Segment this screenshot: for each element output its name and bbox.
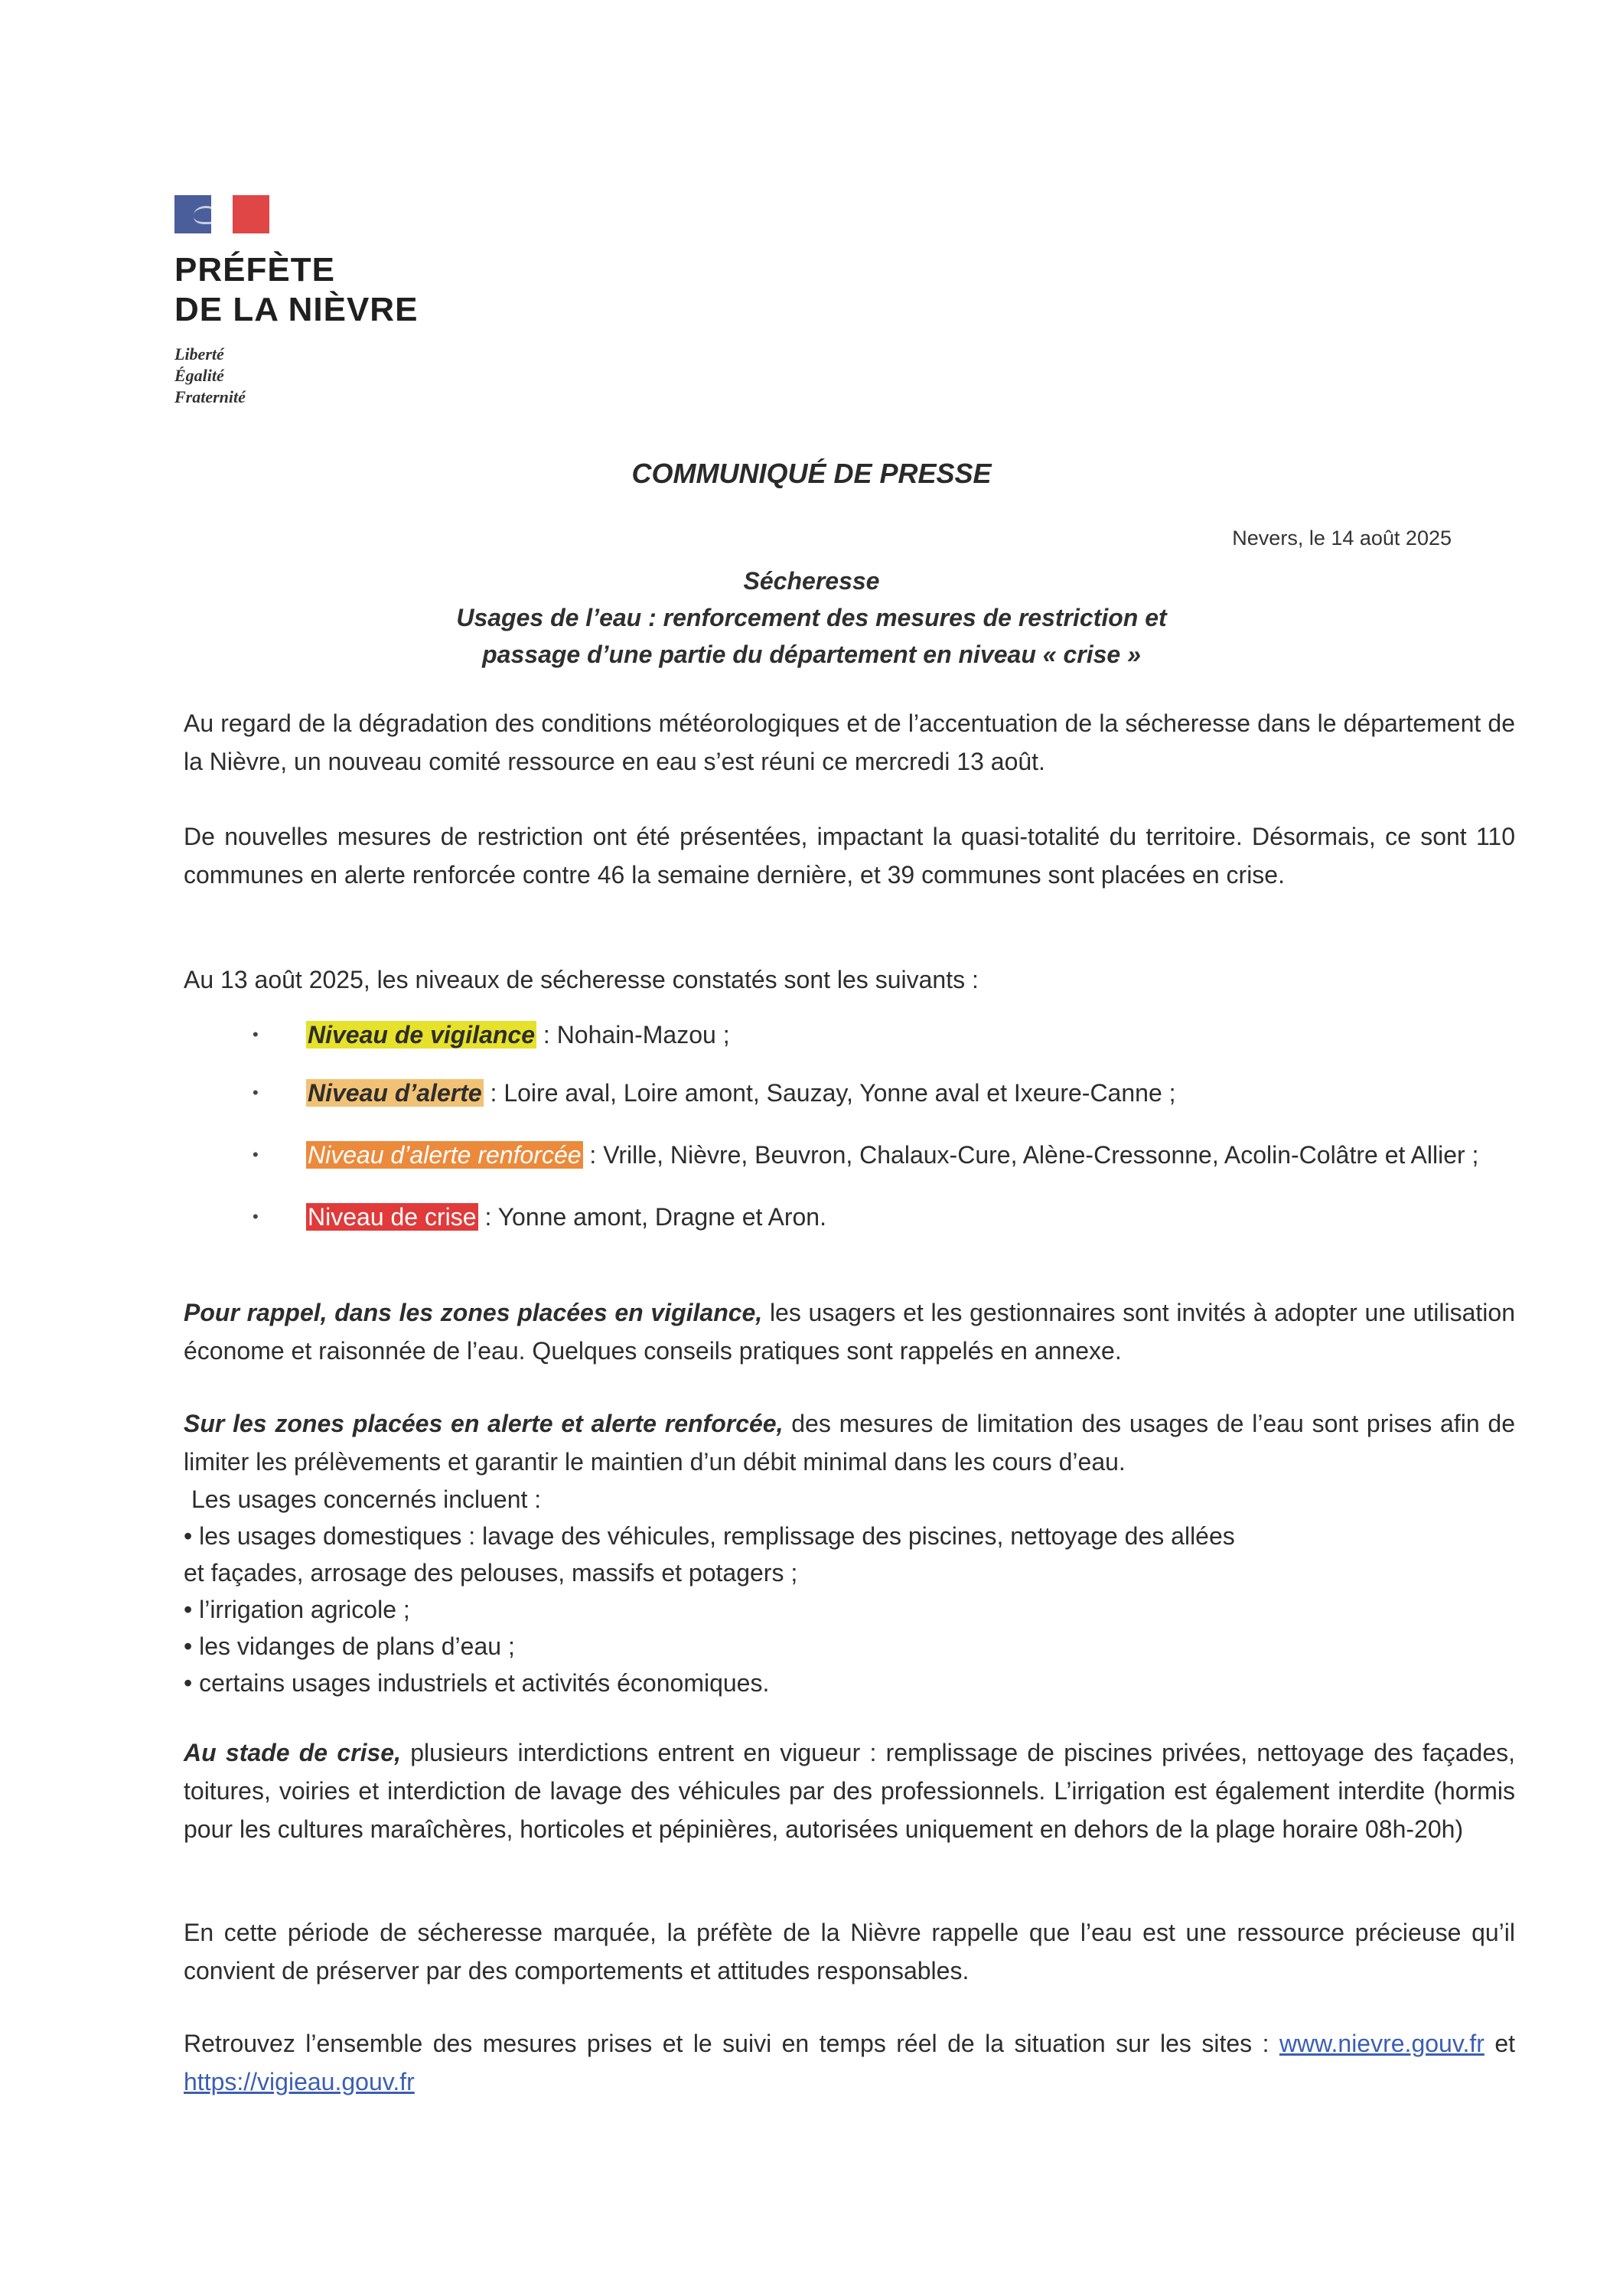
list-item: • l’irrigation agricole ; bbox=[184, 1596, 410, 1623]
subject-line1: Sécheresse bbox=[743, 567, 880, 595]
paragraph-crise: Au stade de crise, plusieurs interdictions entrent en vigueur : remplissage de piscines privées, nettoyage des façades, toitures, voiries et interdiction de lavage des véhicules par des professionnels. L’irrigation est également interdite (hormis pour les cultures maraîchères, horticoles et pépinières, autorisées uniquement en dehors de la plage horaire 08h-20h) bbox=[184, 1739, 1516, 1843]
marianne-flag-icon bbox=[174, 195, 269, 233]
paragraph-alerte: Sur les zones placées en alerte et alerte renforcée, des mesures de limitation des usages de l’eau sont prises afin de limiter les prélèvements et garantir le maintien d’un débit minimal dans les cours d’eau. bbox=[184, 1410, 1516, 1476]
drought-levels-list bbox=[253, 1014, 1515, 1238]
level-badge-crise: Niveau de crise bbox=[308, 1203, 477, 1231]
list-item: • les vidanges de plans d’eau ; bbox=[184, 1632, 515, 1660]
paragraph-levels-intro: Au 13 août 2025, les niveaux de sécheresse constatés sont les suivants : bbox=[184, 966, 979, 993]
usages-list bbox=[184, 1481, 1523, 1701]
dateline: Nevers, le 14 août 2025 bbox=[1232, 527, 1452, 550]
prefecture-logo bbox=[174, 195, 572, 408]
paragraph-lead: Pour rappel, dans les zones placées en vigilance, bbox=[184, 1299, 763, 1326]
paragraph-intro: Au regard de la dégradation des conditions météorologiques et de l’accentuation de la sécheresse dans le département de la Nièvre, un nouveau comité ressource en eau s’est réuni ce mercredi 13 août. bbox=[184, 709, 1515, 775]
org-name-line2: DE LA NIÈVRE bbox=[174, 291, 419, 328]
document-title: COMMUNIQUÉ DE PRESSE bbox=[631, 458, 992, 489]
usages-intro: Les usages concernés incluent : bbox=[191, 1486, 542, 1513]
republic-motto bbox=[174, 344, 572, 408]
paragraph-links: Retrouvez l’ensemble des mesures prises et le suivi en temps réel de la situation sur les sites : www.nievre.gouv.fr et https://vigieau.gouv.fr bbox=[184, 2030, 1516, 2095]
link-vigieau[interactable]: https://vigieau.gouv.fr bbox=[184, 2068, 415, 2095]
list-item: et façades, arrosage des pelouses, massifs et potagers ; bbox=[184, 1559, 798, 1587]
subject-block bbox=[0, 563, 1623, 673]
motto-fraternite: Fraternité bbox=[174, 387, 246, 406]
level-areas: : Yonne amont, Dragne et Aron. bbox=[477, 1203, 826, 1231]
list-item: • les usages domestiques : lavage des véhicules, remplissage des piscines, nettoyage des allées bbox=[184, 1522, 1235, 1550]
paragraph-new-measures: De nouvelles mesures de restriction ont été présentées, impactant la quasi-totalité du territoire. Désormais, ce sont 110 communes en alerte renforcée contre 46 la semaine dernière, et 39 communes sont placées en crise. bbox=[184, 823, 1515, 889]
level-badge-alerte-renforcee: Niveau d’alerte renforcée bbox=[308, 1141, 582, 1169]
level-badge-vigilance: Niveau de vigilance bbox=[308, 1021, 536, 1049]
level-areas: : Vrille, Nièvre, Beuvron, Chalaux-Cure, Alène-Cressonne, Acolin-Colâtre et Allier ; bbox=[582, 1141, 1479, 1169]
org-name-line1: PRÉFÈTE bbox=[174, 251, 335, 289]
paragraph-reminder: En cette période de sécheresse marquée, la préfète de la Nièvre rappelle que l’eau est une ressource précieuse qu’il convient de préserver par des comportements et attitudes responsables. bbox=[184, 1919, 1515, 1985]
paragraph-lead: Au stade de crise, bbox=[184, 1739, 401, 1766]
level-badge-alerte: Niveau d’alerte bbox=[308, 1079, 482, 1107]
motto-liberte: Liberté bbox=[174, 344, 224, 364]
list-item bbox=[253, 1196, 1515, 1238]
level-areas: : Loire aval, Loire amont, Sauzay, Yonne aval et Ixeure-Canne ; bbox=[483, 1079, 1176, 1107]
paragraph-vigilance: Pour rappel, dans les zones placées en vigilance, les usagers et les gestionnaires sont invités à adopter une utilisation économe et raisonnée de l’eau. Quelques conseils pratiques sont rappelés en annexe. bbox=[184, 1299, 1516, 1365]
motto-egalite: Égalité bbox=[174, 366, 224, 385]
list-item: • certains usages industriels et activités économiques. bbox=[184, 1669, 770, 1697]
level-areas: : Nohain-Mazou ; bbox=[536, 1021, 730, 1049]
subject-line2: Usages de l’eau : renforcement des mesures de restriction et bbox=[456, 604, 1167, 631]
list-item bbox=[253, 1130, 1515, 1179]
link-nievre-gouv[interactable]: www.nievre.gouv.fr bbox=[1279, 2030, 1484, 2057]
paragraph-lead: Sur les zones placées en alerte et alerte renforcée, bbox=[184, 1410, 784, 1437]
list-item bbox=[253, 1014, 1515, 1055]
list-item bbox=[253, 1072, 1515, 1114]
subject-line3: passage d’une partie du département en niveau « crise » bbox=[482, 641, 1141, 668]
